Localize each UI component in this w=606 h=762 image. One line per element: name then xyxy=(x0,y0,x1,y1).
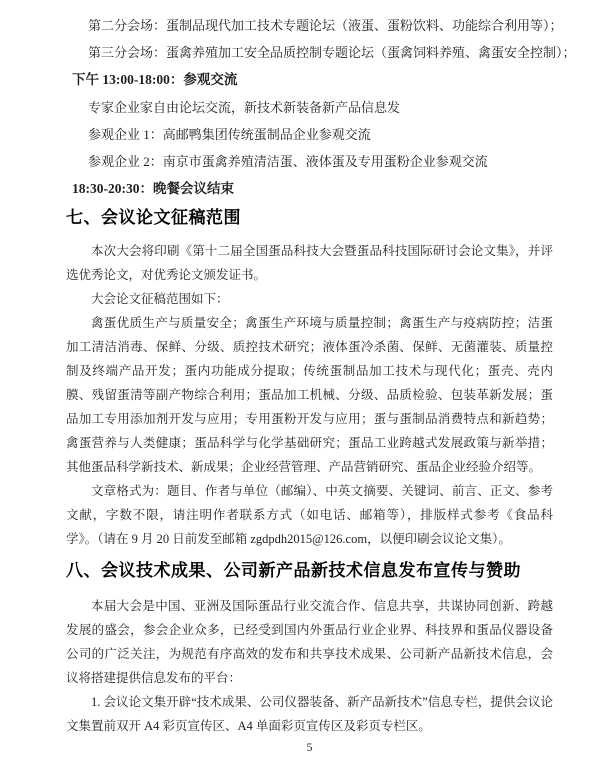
page-content xyxy=(66,0,576,756)
schedule-line-venue-3: 第三分会场：蛋禽养殖加工安全品质控制专题论坛（蛋禽饲料养殖、禽蛋安全控制）； xyxy=(88,45,576,61)
schedule-block xyxy=(66,12,576,202)
page-number: 5 xyxy=(306,740,313,755)
section-7-body xyxy=(66,239,553,551)
schedule-line-visit-1: 参观企业 1：高邮鸭集团传统蛋制品企业参观交流 xyxy=(88,126,371,142)
section-7-paragraph-scope: 禽蛋优质生产与质量安全；禽蛋生产环境与质量控制；禽蛋生产与疫病防控；洁蛋加工清洁消毒、保鲜、分级、质控技术研究；液体蛋冷杀菌、保鲜、无菌灌装、质量控制及终端产品开发；蛋内功能成分提取；传统蛋制品加工技术与现代化；蛋壳、壳内膜、残留蛋清等副产物综合利用；蛋品加工机械、分级、品质检验、包装革新发展；蛋品加工专用添加剂开发与应用；专用蛋粉开发与应用；蛋与蛋制品消费特点和新趋势；禽蛋营养与人类健康；蛋品科学与化学基础研究；蛋品工业跨越式发展政策与新举措；其他蛋品科学新技术、新成果；企业经营管理、产品营销研究、蛋品企业经验介绍等。 xyxy=(66,316,553,475)
section-7-paragraph-format: 文章格式为：题目、作者与单位（邮编）、中英文摘要、关键词、前言、正文、参考文献，字数不限，请注明作者联系方式（如电话、邮箱等），排版样式参考《食品科学》。（请在 9 月 20 日前发至邮箱 zgdpdh2015@126.com，以便印刷会议论文集）。 xyxy=(66,484,553,547)
section-8-body xyxy=(66,594,553,738)
schedule-line-venue-2: 第二分会场：蛋制品现代加工技术专题论坛（液蛋、蛋粉饮料、功能综合利用等）； xyxy=(88,18,563,33)
schedule-line-forum: 专家企业家自由论坛交流，新技术新装备新产品信息发 xyxy=(88,99,401,115)
schedule-line-dinner: 18:30-20:30：晚餐会议结束 xyxy=(72,181,234,197)
section-8-paragraph-intro: 本届大会是中国、亚洲及国际蛋品行业交流合作、信息共享，共谋协同创新、跨越发展的盛会，参会企业众多，已经受到国内外蛋品行业企业界、科技界和蛋品仪器设备公司的广泛关注，为规范有序高效的发布和共享技术成果、公司新产品新技术信息，会议将搭建提供信息发布的平台： xyxy=(66,599,553,686)
section-7-heading: 七、会议论文征稿范围 xyxy=(66,208,241,228)
schedule-line-afternoon: 下午 13:00-18:00：参观交流 xyxy=(72,72,238,88)
section-8-heading: 八、会议技术成果、公司新产品新技术信息发布宣传与赞助 xyxy=(66,561,521,581)
section-7-paragraph-lead-in: 大会论文征稿范围如下： xyxy=(91,292,229,307)
schedule-line-visit-2: 参观企业 2：南京市蛋禽养殖清洁蛋、液体蛋及专用蛋粉企业参观交流 xyxy=(88,154,488,170)
section-8-paragraph-item-1: 1. 会议论文集开辟“技术成果、公司仪器装备、新产品新技术”信息专栏，提供会议论文集置前双开 A4 彩页宣传区、A4 单面彩页宣传区及彩页专栏区。 xyxy=(66,695,553,734)
section-7-paragraph-intro: 本次大会将印刷《第十二届全国蛋品科技大会暨蛋品科技国际研讨会论文集》，并评选优秀论文，对优秀论文颁发证书。 xyxy=(66,244,553,283)
